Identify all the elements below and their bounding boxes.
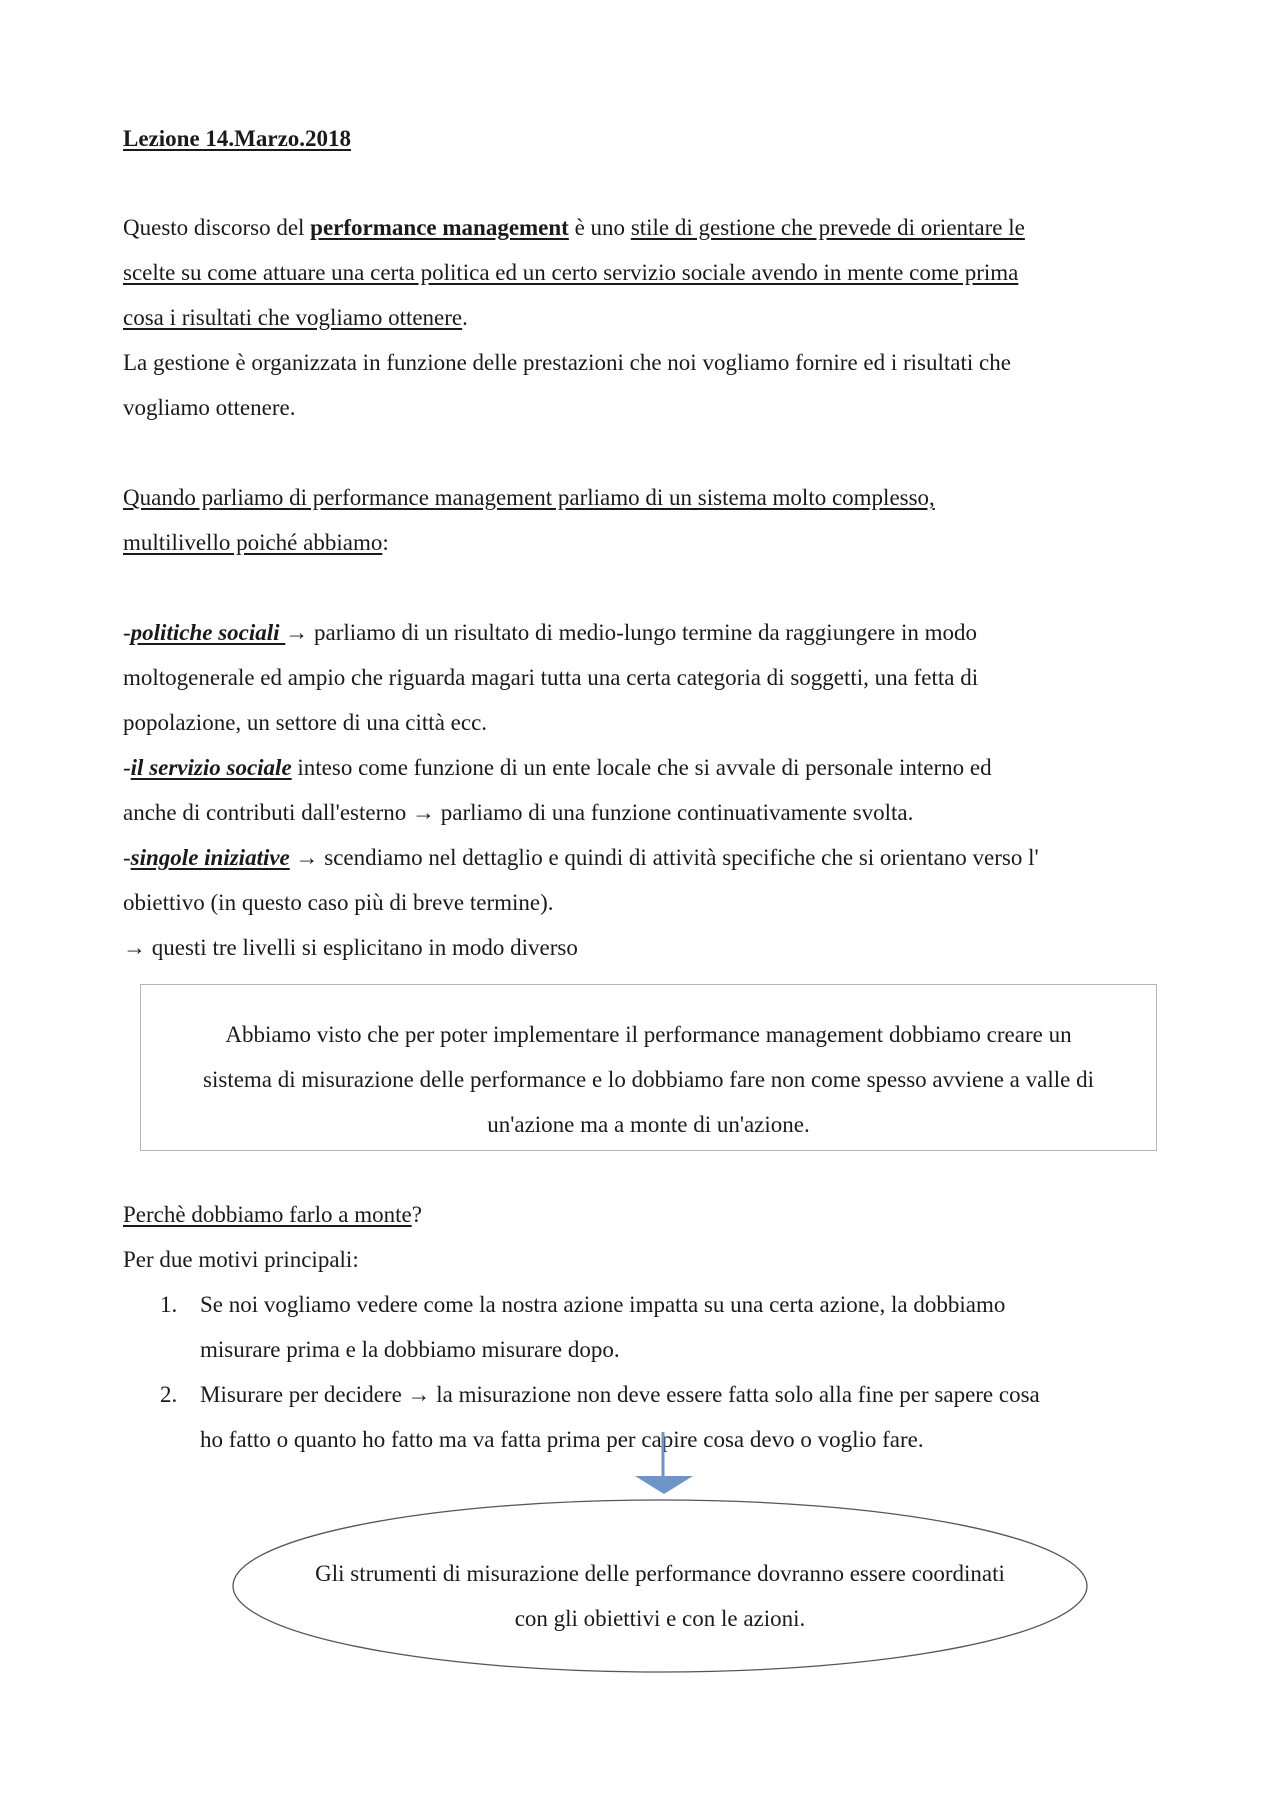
para1-text-a: Questo discorso del: [123, 215, 311, 240]
down-arrow-icon: [635, 1432, 693, 1494]
reasons-intro: Per due motivi principali:: [123, 1247, 359, 1272]
level-politiche-desc: → parliamo di un risultato di medio-lungo termine da raggiungere in modo: [285, 620, 978, 645]
para2-line1: La gestione è organizzata in funzione delle prestazioni che noi vogliamo fornire ed i risultati che: [123, 350, 1011, 375]
list-item-2-line1: Misurare per decidere → la misurazione non deve essere fatta solo alla fine per sapere cosa: [200, 1382, 1040, 1407]
three-levels-note: → questi tre livelli si esplicitano in modo diverso: [123, 935, 578, 960]
para1-text-c: è uno: [568, 215, 631, 240]
box-line2: sistema di misurazione delle performance e lo dobbiamo fare non come spesso avviene a valle di: [203, 1067, 1094, 1092]
term-singole-iniziative: singole iniziative: [130, 845, 290, 870]
level-servizio-line2: anche di contributi dall'esterno → parliamo di una funzione continuativamente svolta.: [123, 800, 914, 825]
term-servizio-sociale: il servizio sociale: [130, 755, 292, 780]
level-servizio-desc: inteso come funzione di un ente locale che si avvale di personale interno ed: [291, 755, 992, 780]
level-singole-desc: → scendiamo nel dettaglio e quindi di attività specifiche che si orientano verso l': [289, 845, 1039, 870]
level-dash: -: [123, 845, 131, 870]
list-item-1-line1: Se noi vogliamo vedere come la nostra azione impatta su una certa azione, la dobbiamo: [200, 1292, 1006, 1317]
performance-management-term: performance management: [310, 215, 569, 240]
para3-underlined: multilivello poiché abbiamo: [123, 530, 383, 555]
para1-line2: scelte su come attuare una certa politica ed un certo servizio sociale avendo in mente come prima: [123, 260, 1019, 285]
para1-underlined-end: cosa i risultati che vogliamo ottenere: [123, 305, 463, 330]
page-title: Lezione 14.Marzo.2018: [123, 126, 352, 151]
box-line3: un'azione ma a monte di un'azione.: [487, 1112, 810, 1137]
para3-line1: Quando parliamo di performance management parliamo di un sistema molto complesso,: [123, 485, 935, 510]
list-item-2-line2: ho fatto o quanto ho fatto ma va fatta prima per capire cosa devo o voglio fare.: [200, 1427, 924, 1452]
list-item-1-line2: misurare prima e la dobbiamo misurare dopo.: [200, 1337, 620, 1362]
level-politiche-line3: popolazione, un settore di una città ecc.: [123, 710, 488, 735]
term-politiche-sociali: politiche sociali: [130, 620, 286, 645]
para3-colon: :: [382, 530, 389, 555]
para2-line2: vogliamo ottenere.: [123, 395, 296, 420]
ellipse-line1: Gli strumenti di misurazione delle performance dovranno essere coordinati: [315, 1561, 1005, 1586]
para1-underlined-d: stile di gestione che prevede di orientare le: [630, 215, 1025, 240]
para1-period: .: [462, 305, 468, 330]
question-underlined: Perchè dobbiamo farlo a monte: [123, 1202, 412, 1227]
list-number: 2.: [160, 1382, 178, 1407]
list-number: 1.: [160, 1292, 178, 1317]
question-mark: ?: [411, 1202, 422, 1227]
box-line1: Abbiamo visto che per poter implementare il performance management dobbiamo creare un: [225, 1022, 1072, 1047]
ellipse-line2: con gli obiettivi e con le azioni.: [514, 1606, 806, 1631]
level-dash: -: [123, 755, 131, 780]
level-politiche-line2: moltogenerale ed ampio che riguarda magari tutta una certa categoria di soggetti, una fetta di: [123, 665, 979, 690]
level-singole-line2: obiettivo (in questo caso più di breve termine).: [123, 890, 554, 915]
level-dash: -: [123, 620, 131, 645]
